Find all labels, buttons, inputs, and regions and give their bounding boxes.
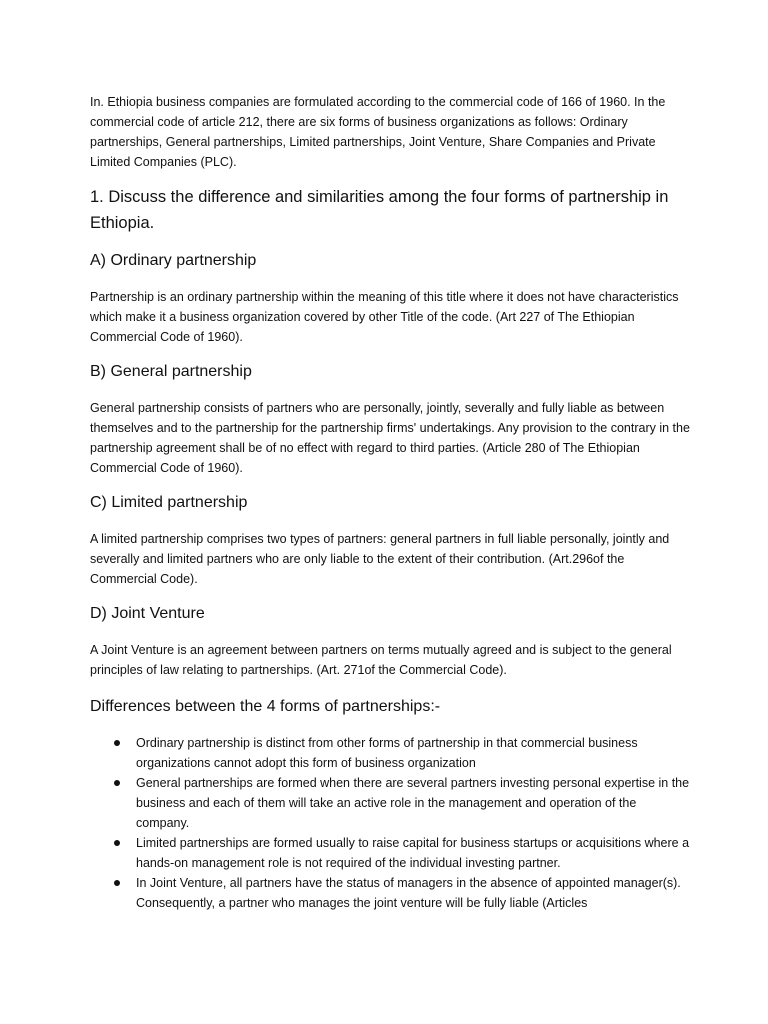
section-heading-joint-venture: D) Joint Venture bbox=[90, 605, 205, 622]
list-item-text: In Joint Venture, all partners have the status of managers in the absence of appointed manager(s). Consequently, a partner who manages the joint venture will be fully liable (Articles bbox=[136, 876, 681, 910]
list-item bbox=[90, 833, 690, 873]
list-item-text: Limited partnerships are formed usually to raise capital for business startups or acquisitions where a hands-on management role is not required of the individual investing partner. bbox=[136, 836, 690, 870]
list-item-text: Ordinary partnership is distinct from other forms of partnership in that commercial business organizations cannot adopt this form of business organization bbox=[136, 736, 638, 770]
section-body-ordinary: Partnership is an ordinary partnership within the meaning of this title where it does not have characteristics which make it a business organization covered by other Title of the code. (Art 227 of The Ethiopian Commercial Code of 1960). bbox=[90, 290, 679, 344]
list-item bbox=[90, 873, 690, 913]
section-body-limited: A limited partnership comprises two types of partners: general partners in full liable personally, jointly and severally and limited partners who are only liable to the extent of their contribution. (Art.296of the Commercial Code). bbox=[90, 532, 670, 586]
bullet-icon bbox=[114, 880, 120, 886]
differences-heading: Differences between the 4 forms of partnerships:- bbox=[90, 698, 441, 715]
section-heading-ordinary: A) Ordinary partnership bbox=[90, 252, 257, 269]
list-item bbox=[90, 733, 690, 773]
list-item bbox=[90, 773, 690, 833]
section-heading-general: B) General partnership bbox=[90, 363, 252, 380]
bullet-icon bbox=[114, 780, 120, 786]
question-heading: 1. Discuss the difference and similarities among the four forms of partnership in Ethiopia. bbox=[90, 188, 669, 232]
section-body-general: General partnership consists of partners who are personally, jointly, severally and fully liable as between themselves and to the partnership for the partnership firms' undertakings. Any provision to the contrary in the partnership agreement shall be of no effect with regard to third parties. (Article 280 of The Ethiopian Commercial Code of 1960). bbox=[90, 401, 690, 475]
section-heading-limited: C) Limited partnership bbox=[90, 494, 248, 511]
list-item-text: General partnerships are formed when there are several partners investing personal expertise in the business and each of them will take an active role in the management and operation of the company. bbox=[136, 776, 690, 830]
intro-paragraph: In. Ethiopia business companies are formulated according to the commercial code of 166 of 1960. In the commercial code of article 212, there are six forms of business organizations as follows: Ordinary partnerships, General partnerships, Limited partnerships, Joint Venture, Share Companies and Private Limited Companies (PLC). bbox=[90, 95, 666, 169]
differences-list bbox=[90, 733, 690, 913]
bullet-icon bbox=[114, 840, 120, 846]
section-body-joint-venture: A Joint Venture is an agreement between partners on terms mutually agreed and is subject to the general principles of law relating to partnerships. (Art. 271of the Commercial Code). bbox=[90, 643, 672, 677]
bullet-icon bbox=[114, 740, 120, 746]
